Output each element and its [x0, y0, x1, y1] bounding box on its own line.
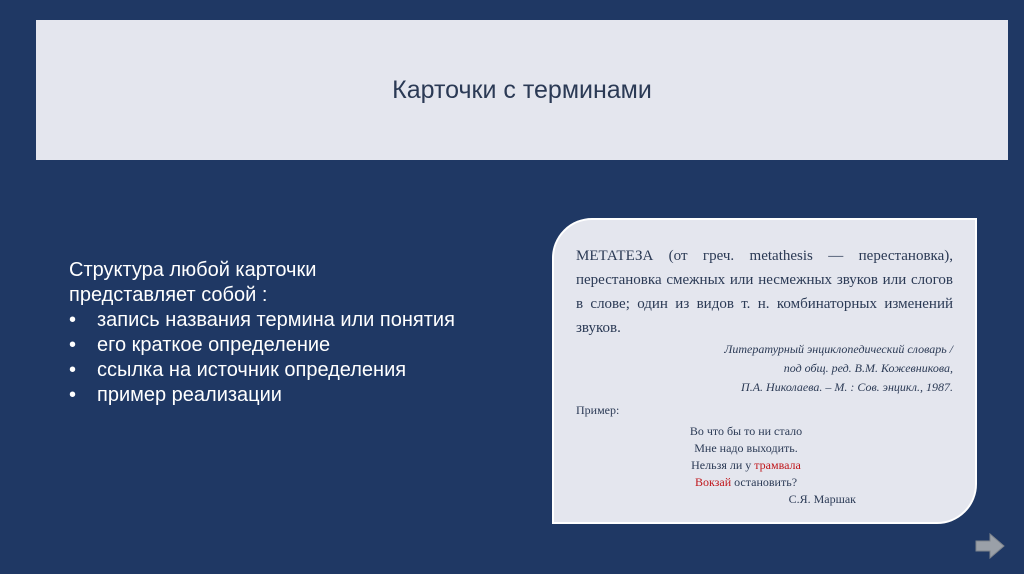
intro-line: представляет собой : [69, 284, 268, 306]
source-line: под общ. ред. В.М. Кожевникова, [783, 361, 953, 375]
poem-line [636, 474, 856, 491]
intro-line: Структура любой карточки [69, 259, 317, 281]
list-item: • запись названия термина или понятия [69, 308, 509, 333]
structure-description [69, 258, 509, 408]
slide-title: Карточки с терминами [392, 75, 652, 104]
example-poem [636, 423, 856, 508]
highlighted-word: трамвала [754, 458, 801, 472]
list-item: • его краткое определение [69, 333, 509, 358]
intro-text [69, 258, 509, 308]
poem-author: С.Я. Маршак [788, 492, 856, 506]
highlighted-word: Вокзай [694, 475, 732, 489]
source-line: Литературный энциклопедический словарь / [724, 342, 953, 356]
list-item: • пример реализации [69, 383, 509, 408]
poem-text: остановить? [731, 475, 798, 489]
source-line: П.А. Николаева. – М. : Сов. энцикл., 1987. [741, 380, 953, 394]
title-panel [36, 20, 1008, 160]
structure-list [69, 308, 509, 408]
poem-line: Мне надо выходить. [694, 441, 798, 455]
term-definition: МЕТАТЕЗА (от греч. metathesis — перестановка), перестановка смежных или несмежных звуков или слогов в слове; один из видов т. н. комбинаторных изменений звуков. [576, 248, 953, 336]
poem-text: Нельзя ли у [691, 458, 755, 472]
poem-line: Во что бы то ни стало [689, 424, 803, 438]
term-card [552, 218, 977, 524]
arrow-right-icon[interactable] [974, 532, 1006, 560]
poem-line [636, 457, 856, 474]
source-reference [576, 340, 953, 397]
example-label: Пример: [576, 403, 620, 417]
list-item: • ссылка на источник определения [69, 358, 509, 383]
